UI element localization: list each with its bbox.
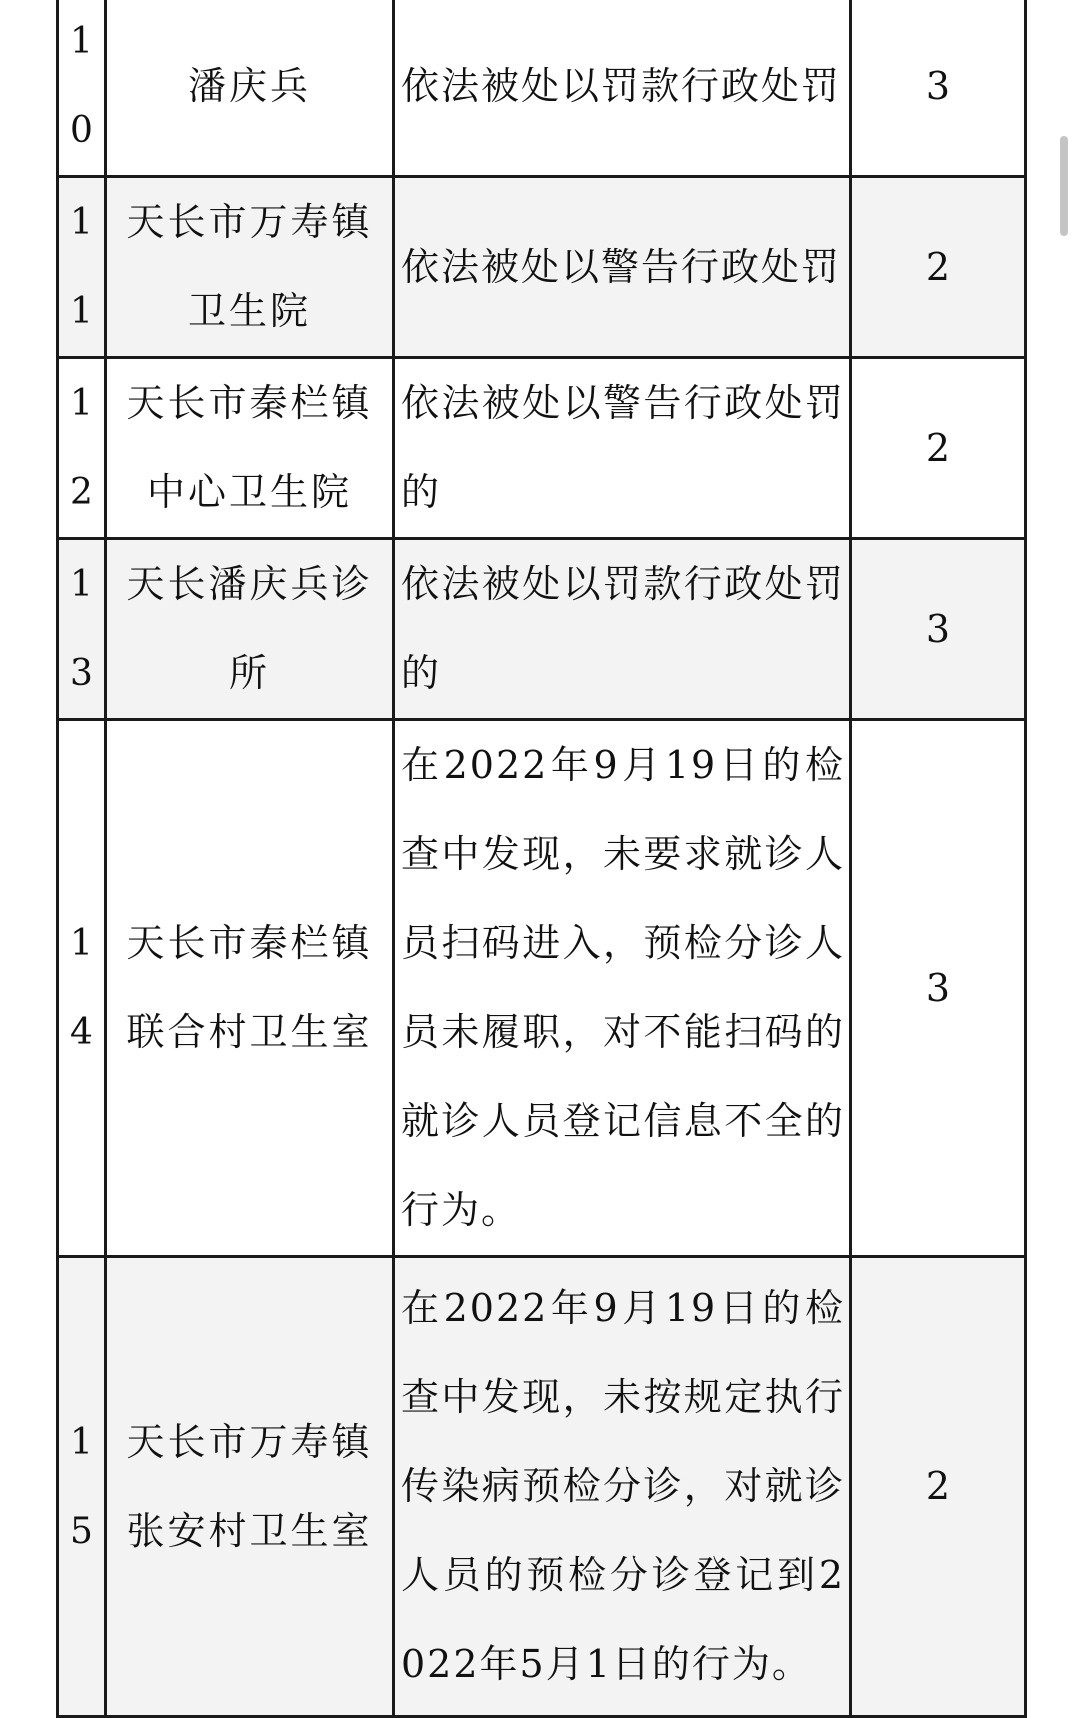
penalty-reason: 在2022年9月19日的检查中发现，未按规定执行传染病预检分诊，对就诊人员的预检分诊登记到2022年5月1日的行为。 — [394, 1257, 851, 1717]
entity-name: 天长市万寿镇卫生院 — [106, 177, 394, 358]
score-value: 2 — [851, 1257, 1026, 1717]
penalty-table — [56, 0, 1027, 1718]
score-value: 3 — [851, 720, 1026, 1257]
entity-name: 天长市万寿镇张安村卫生室 — [106, 1257, 394, 1717]
table-row — [58, 720, 1026, 1257]
row-number: 1 1 — [58, 177, 106, 358]
score-value: 2 — [851, 177, 1026, 358]
row-number: 1 5 — [58, 1257, 106, 1717]
entity-name: 天长潘庆兵诊所 — [106, 539, 394, 720]
penalty-table-container — [56, 0, 1024, 1718]
entity-name: 天长市秦栏镇联合村卫生室 — [106, 720, 394, 1257]
table-row — [58, 1257, 1026, 1717]
penalty-reason: 依法被处以警告行政处罚的 — [394, 358, 851, 539]
entity-name: 天长市秦栏镇中心卫生院 — [106, 358, 394, 539]
table-row — [58, 539, 1026, 720]
row-number: 1 3 — [58, 539, 106, 720]
table-row — [58, 0, 1026, 177]
entity-name: 潘庆兵 — [106, 0, 394, 177]
row-number: 1 0 — [58, 0, 106, 177]
score-value: 3 — [851, 539, 1026, 720]
penalty-reason: 在2022年9月19日的检查中发现，未要求就诊人员扫码进入，预检分诊人员未履职，对不能扫码的就诊人员登记信息不全的行为。 — [394, 720, 851, 1257]
row-number: 1 2 — [58, 358, 106, 539]
penalty-reason: 依法被处以警告行政处罚 — [394, 177, 851, 358]
row-number: 1 4 — [58, 720, 106, 1257]
penalty-reason: 依法被处以罚款行政处罚 — [394, 0, 851, 177]
score-value: 2 — [851, 358, 1026, 539]
scrollbar-thumb[interactable] — [1060, 136, 1068, 236]
table-row — [58, 177, 1026, 358]
penalty-reason: 依法被处以罚款行政处罚的 — [394, 539, 851, 720]
table-row — [58, 358, 1026, 539]
score-value: 3 — [851, 0, 1026, 177]
